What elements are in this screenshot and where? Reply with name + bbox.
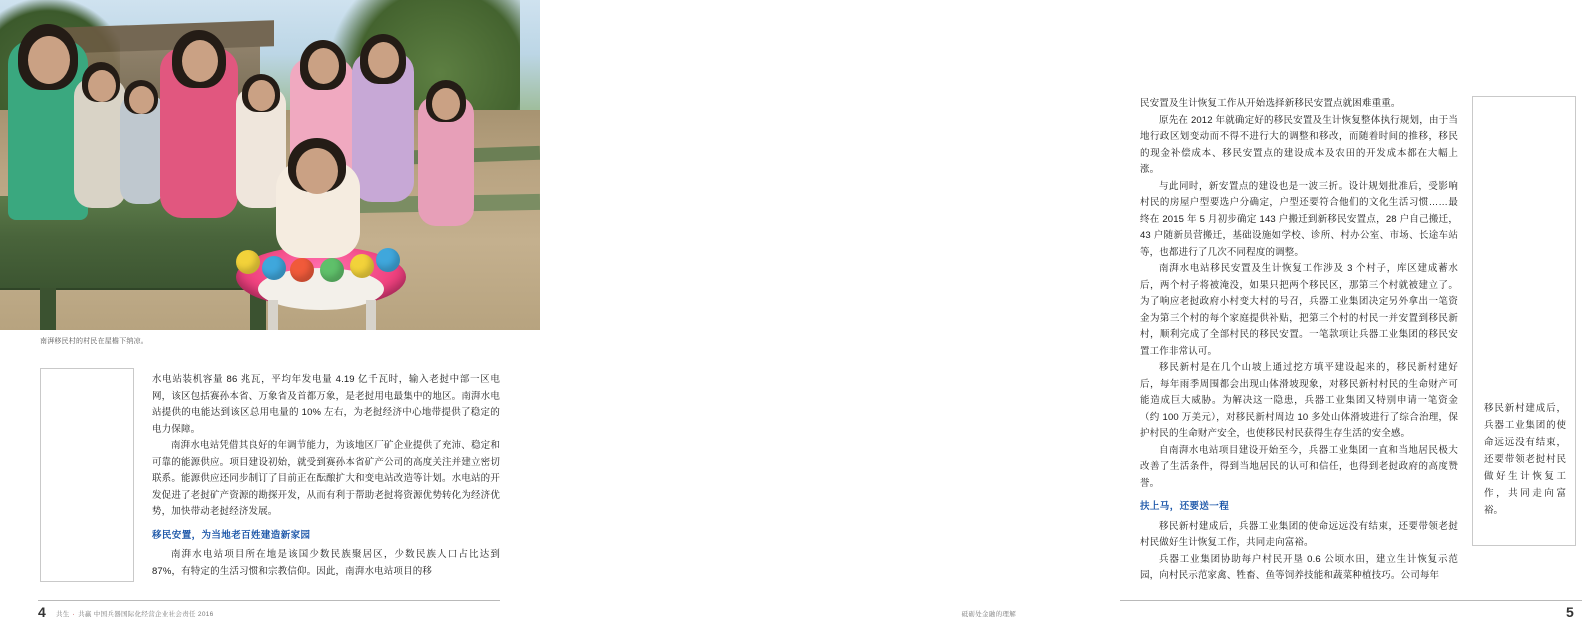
photo-person-head bbox=[308, 48, 339, 84]
photo-toddler-head bbox=[296, 148, 338, 194]
pull-quote-text: 移民新村建成后，兵器工业集团的使命远远没有结束，还要带领老挝村民做好生计恢复工作，共同走向富裕。 bbox=[1484, 403, 1566, 516]
paragraph: 南湃水电站项目所在地是该国少数民族聚居区，少数民族人口占比达到 87%，有特定的生活习惯和宗教信仰。因此，南湃水电站项目的移 bbox=[152, 549, 500, 577]
paragraph: 水电站装机容量 86 兆瓦，平均年发电量 4.19 亿千瓦时，输入老挝中部一区电网，该区包括赛孙本省、万象省及首都万象，是老挝用电最集中的地区。南湃水电站提供的电能达到该区总用电量的 10% 左右，为老挝经济中心地带提供了稳定的电力保障。 bbox=[152, 374, 500, 435]
photo-toy-ball bbox=[262, 256, 286, 280]
photo-caption: 南湃移民村的村民在屋檐下纳凉。 bbox=[40, 338, 148, 345]
paragraph: 民安置及生计恢复工作从开始选择新移民安置点就困难重重。 bbox=[1140, 98, 1401, 109]
photo-person-head bbox=[182, 40, 218, 82]
village-photograph bbox=[0, 0, 540, 330]
footer-meta-part-c: 中国兵器国际化经营企业社会责任 2016 bbox=[93, 611, 214, 618]
section-heading: 移民安置，为当地老百姓建造新家园 bbox=[152, 529, 311, 541]
photo-toy-ball bbox=[350, 254, 374, 278]
photo-person-head bbox=[248, 80, 275, 111]
photo-walker-leg bbox=[366, 300, 376, 330]
paragraph: 与此同时，新安置点的建设也是一波三折。设计规划批准后，受影响村民的房屋户型要选户分确定，户型还要符合他们的文化生活习惯……最终在 2015 年 5 月初步确定 143 户搬迁到新移民安置点，28 户自己搬迁，43 户随新员营搬迁，基础设施如学校、诊所、村办公室、市场、长途车站等，也都进行了几次不同程度的调整。 bbox=[1140, 180, 1458, 258]
photo-toy-ball bbox=[290, 258, 314, 282]
right-footer-rule bbox=[1120, 600, 1582, 601]
left-footer-rule bbox=[38, 600, 500, 601]
right-page bbox=[540, 0, 1574, 640]
paragraph: 原先在 2012 年就确定好的移民安置及生计恢复整体执行规划，由于当地行政区划变动而不得不进行大的调整和移改，而随着时间的推移，移民的现金补偿成本、移民安置点的建设成本及农田的开发成本都在大幅上涨。 bbox=[1140, 114, 1458, 175]
left-page-number: 4 bbox=[38, 604, 46, 620]
footer-meta-part-b: 共赢 bbox=[78, 611, 92, 618]
photo-toy-ball bbox=[376, 248, 400, 272]
left-page bbox=[0, 0, 540, 640]
footer-meta-part-a: 共生 bbox=[56, 611, 70, 618]
photo-person-head bbox=[28, 36, 70, 84]
paragraph: 移民新村建成后，兵器工业集团的使命远远没有结束，还要带领老挝村民做好生计恢复工作，共同走向富裕。 bbox=[1140, 520, 1458, 548]
paragraph: 南湃水电站凭借其良好的年调节能力，为该地区厂矿企业提供了充沛、稳定和可靠的能源供应。项目建设初始，就受到赛孙本省矿产公司的高度关注并建立密切联系。能源供应还同步制订了目前正在酝酿扩大和变电站改造等计划。水电站的开发促进了老挝矿产资源的勘探开发，从而有利于帮助老挝将资源优势转化为经济优势，加快带动老挝经济发展。 bbox=[152, 440, 500, 517]
paragraph: 兵器工业集团协助每户村民开垦 0.6 公顷水田，建立生计恢复示范园，向村民示范家禽、牲畜、鱼等饲养技能和蔬菜种植技巧。公司每年 bbox=[1140, 553, 1458, 581]
photo-person-head bbox=[88, 70, 116, 102]
photo-toy-ball bbox=[236, 250, 260, 274]
paragraph: 自南湃水电站项目建设开始至今，兵器工业集团一直和当地居民极大改善了生活条件，得到当地居民的认可和信任，也得到老挝政府的高度赞誉。 bbox=[1140, 444, 1458, 489]
photo-toy-ball bbox=[320, 258, 344, 282]
footer-meta-separator: · bbox=[72, 611, 76, 618]
right-body-column bbox=[1140, 96, 1458, 585]
photo-bench-leg bbox=[40, 288, 56, 330]
photo-person-head bbox=[368, 42, 399, 78]
paragraph: 移民新村是在几个山坡上通过挖方填平建设起来的，移民新村建好后，每年雨季周围都会出现山体滑坡现象，对移民新村村民的生命财产可能造成巨大威胁。为解决这一隐患，兵器工业集团又特别申请一笔资金（约 100 万美元），对移民新村周边 10 多处山体滑坡进行了综合治理，保护村民的生命财产安全，也使移民村民获得生存生活的安全感。 bbox=[1140, 362, 1458, 439]
photo-walker-leg bbox=[268, 300, 278, 330]
left-body-column bbox=[152, 372, 500, 580]
paragraph: 南湃水电站移民安置及生计恢复工作涉及 3 个村子，库区建成蓄水后，两个村子将被淹没，如果只把两个移民区，那第三个村就被建立了。为了响应老挝政府小村变大村的号召，兵器工业集团决定另外拿出一笔资金为第三个村的每个家庭提供补贴，把第三个村的村民一并安置到移民新村，顺利完成了全部村民的移民安置。一笔款项让兵器工业集团的移民安置工作非常认可。 bbox=[1140, 263, 1458, 357]
left-footer-meta bbox=[56, 609, 214, 618]
right-page-number: 5 bbox=[1566, 604, 1574, 620]
section-heading: 扶上马，还要送一程 bbox=[1140, 501, 1230, 512]
right-footer-meta: 砥砺处金融的理解 bbox=[961, 611, 1016, 618]
left-decorative-frame bbox=[40, 368, 134, 582]
photo-person-head bbox=[129, 86, 154, 114]
photo-person-head bbox=[432, 88, 460, 120]
